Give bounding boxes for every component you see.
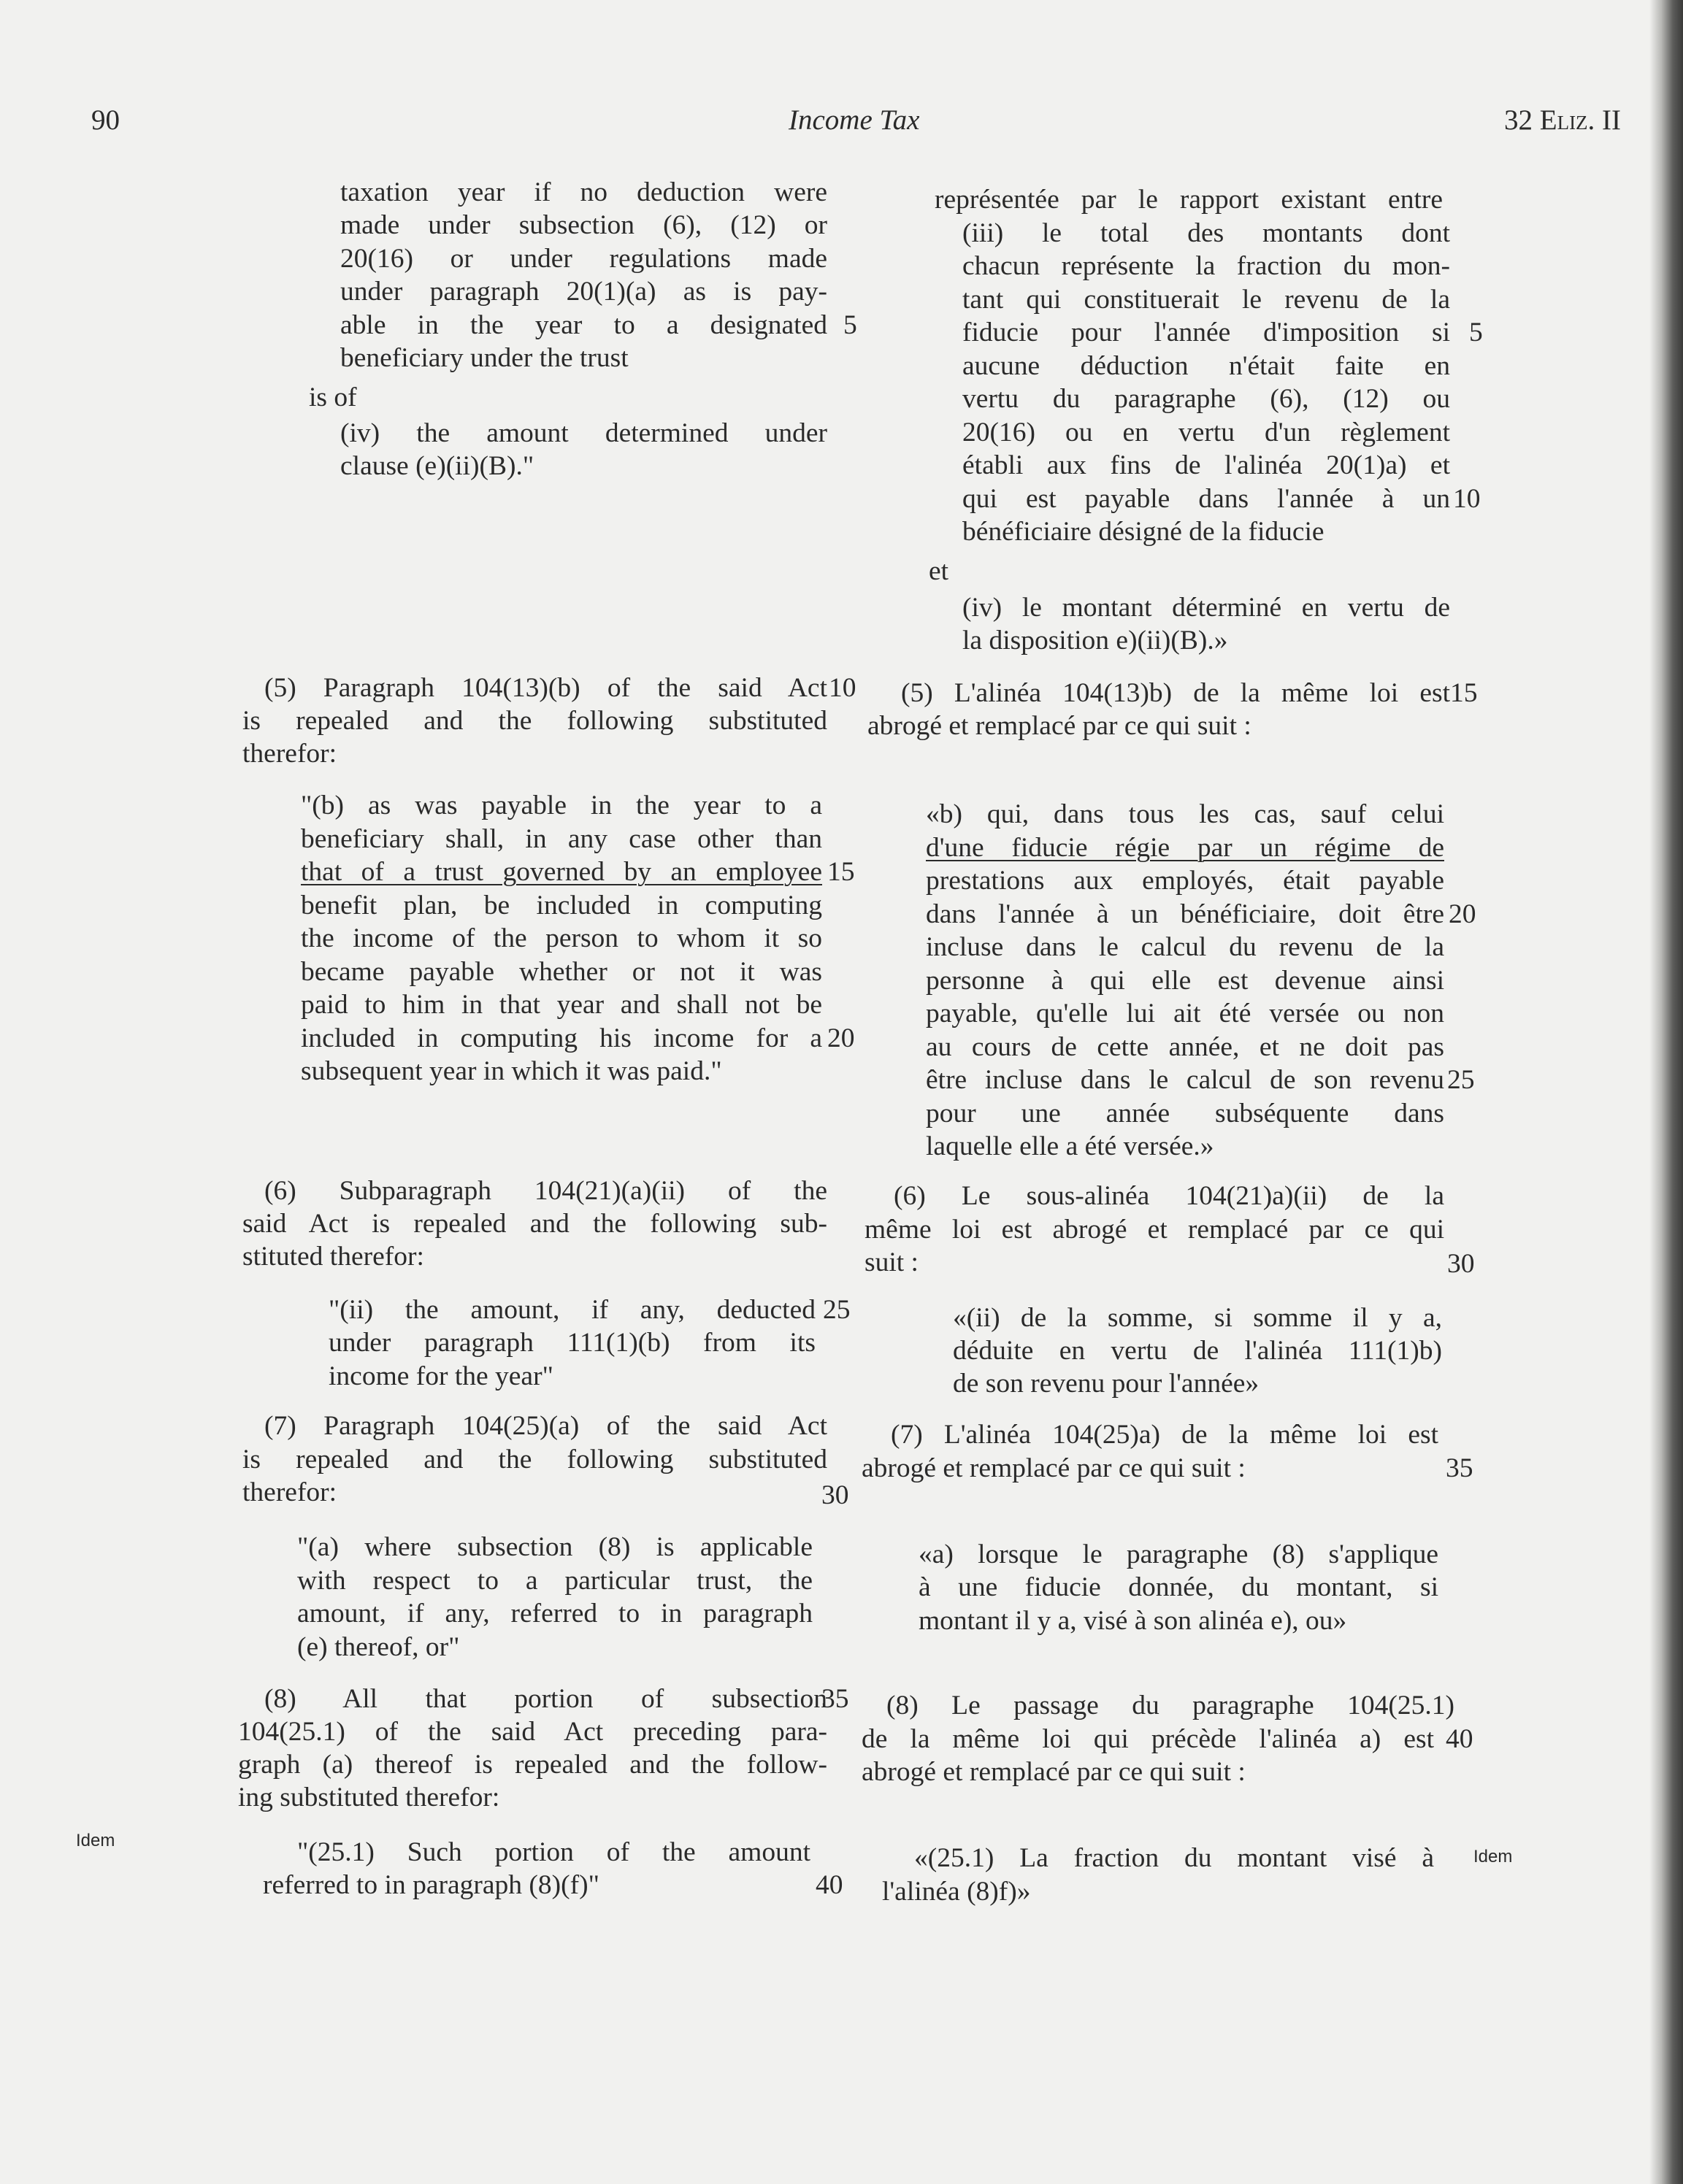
fr-line-number: 15 bbox=[1450, 678, 1478, 708]
en-line-number: 35 bbox=[821, 1684, 849, 1714]
fr-q5-line: laquelle elle a été versée.» bbox=[926, 1131, 1214, 1161]
fr-q6-line: «(ii) de la somme, si somme il y a, bbox=[953, 1303, 1442, 1333]
en-p0-line: is of bbox=[309, 382, 357, 412]
fr-s5-line: abrogé et remplacé par ce qui suit : bbox=[867, 711, 1251, 741]
fr-s7-line: (7) L'alinéa 104(25)a) de la même loi est bbox=[891, 1420, 1438, 1450]
fr-s8-line: de la même loi qui précède l'alinéa a) est bbox=[862, 1724, 1434, 1754]
page-number: 90 bbox=[91, 104, 120, 136]
en-line-number: 40 bbox=[816, 1870, 843, 1900]
en-q5-line: subsequent year in which it was paid." bbox=[301, 1056, 722, 1086]
margin-note-left: Idem bbox=[76, 1831, 115, 1850]
fr-p0-line: qui est payable dans l'année à un bbox=[962, 484, 1450, 514]
fr-q7-line: «a) lorsque le paragraphe (8) s'applique bbox=[919, 1539, 1438, 1569]
fr-q5-line: payable, qu'elle lui ait été versée ou non bbox=[926, 999, 1444, 1028]
en-line-number: 5 bbox=[843, 310, 857, 340]
en-q6-line: "(ii) the amount, if any, deducted bbox=[329, 1295, 816, 1325]
fr-q8-line: l'alinéa (8)f)» bbox=[882, 1877, 1031, 1907]
fr-p0-line: et bbox=[929, 556, 949, 586]
fr-line-number: 10 bbox=[1453, 484, 1481, 514]
fr-p0-line: (iv) le montant déterminé en vertu de bbox=[962, 593, 1450, 623]
fr-q7-line: à une fiducie donnée, du montant, si bbox=[919, 1572, 1438, 1602]
en-q5-line: benefit plan, be included in computing bbox=[301, 891, 822, 920]
fr-q5-line: incluse dans le calcul du revenu de la bbox=[926, 932, 1444, 962]
en-s5-line: therefor: bbox=[242, 739, 337, 769]
en-s8-line: 104(25.1) of the said Act preceding para- bbox=[238, 1717, 827, 1747]
fr-q8-line: «(25.1) La fraction du montant visé à bbox=[914, 1843, 1434, 1873]
en-line-number: 25 bbox=[823, 1295, 851, 1325]
fr-q6-line: de son revenu pour l'année» bbox=[953, 1369, 1260, 1399]
fr-q5-line: «b) qui, dans tous les cas, sauf celui bbox=[926, 799, 1444, 829]
en-s8-line: (8) All that portion of subsection bbox=[264, 1684, 827, 1714]
en-line-number: 10 bbox=[829, 673, 856, 703]
en-s5-line: (5) Paragraph 104(13)(b) of the said Act bbox=[264, 673, 827, 703]
fr-p0-line: bénéficiaire désigné de la fiducie bbox=[962, 517, 1324, 547]
en-line-number: 30 bbox=[821, 1480, 849, 1510]
en-q5-line: the income of the person to whom it so bbox=[301, 923, 822, 953]
en-s8-line: graph (a) thereof is repealed and the follow- bbox=[238, 1750, 827, 1780]
fr-p0-line: chacun représente la fraction du mon- bbox=[962, 251, 1450, 281]
en-q7-line: "(a) where subsection (8) is applicable bbox=[297, 1532, 813, 1562]
fr-s5-line: (5) L'alinéa 104(13)b) de la même loi est bbox=[901, 678, 1450, 708]
en-s6-line: (6) Subparagraph 104(21)(a)(ii) of the bbox=[264, 1176, 827, 1206]
fr-line-number: 5 bbox=[1469, 318, 1483, 347]
fr-q5-line: d'une fiducie régie par un régime de bbox=[926, 833, 1444, 863]
margin-note-right: Idem bbox=[1473, 1847, 1513, 1866]
fr-line-number: 35 bbox=[1446, 1453, 1473, 1483]
page-edge-shadow bbox=[1649, 0, 1683, 2184]
en-q5-line: that of a trust governed by an employee bbox=[301, 857, 822, 887]
fr-line-number: 40 bbox=[1446, 1724, 1473, 1754]
fr-line-number: 30 bbox=[1447, 1249, 1475, 1279]
en-q8-line: referred to in paragraph (8)(f)" bbox=[263, 1870, 599, 1900]
fr-p0-line: fiducie pour l'année d'imposition si bbox=[962, 318, 1450, 347]
en-p0-line: (iv) the amount determined under bbox=[340, 418, 827, 448]
fr-p0-line: 20(16) ou en vertu d'un règlement bbox=[962, 418, 1450, 447]
fr-s6-line: suit : bbox=[864, 1247, 919, 1277]
en-q5-line: "(b) as was payable in the year to a bbox=[301, 791, 822, 820]
en-q7-line: amount, if any, referred to in paragraph bbox=[297, 1599, 813, 1629]
fr-p0-line: aucune déduction n'était faite en bbox=[962, 351, 1450, 381]
fr-q5-line: prestations aux employés, était payable bbox=[926, 866, 1444, 896]
en-p0-line: beneficiary under the trust bbox=[340, 343, 629, 373]
fr-p0-line: représentée par le rapport existant entre bbox=[935, 185, 1443, 215]
fr-line-number: 20 bbox=[1449, 899, 1476, 929]
en-s5-line: is repealed and the following substituted bbox=[242, 706, 827, 736]
fr-q5-line: être incluse dans le calcul de son revenu bbox=[926, 1065, 1444, 1095]
en-p0-line: made under subsection (6), (12) or bbox=[340, 210, 827, 240]
en-p0-line: under paragraph 20(1)(a) as is pay- bbox=[340, 277, 827, 307]
fr-p0-line: la disposition e)(ii)(B).» bbox=[962, 626, 1228, 655]
fr-q5-line: pour une année subséquente dans bbox=[926, 1099, 1444, 1128]
en-q5-line: beneficiary shall, in any case other than bbox=[301, 824, 822, 854]
fr-p0-line: vertu du paragraphe (6), (12) ou bbox=[962, 384, 1450, 414]
fr-line-number: 25 bbox=[1447, 1065, 1475, 1095]
fr-p0-line: (iii) le total des montants dont bbox=[962, 218, 1450, 248]
en-q7-line: (e) thereof, or" bbox=[297, 1632, 460, 1662]
en-q5-line: paid to him in that year and shall not be bbox=[301, 990, 822, 1020]
fr-s6-line: (6) Le sous-alinéa 104(21)a)(ii) de la bbox=[894, 1181, 1444, 1211]
en-line-number: 15 bbox=[827, 857, 855, 887]
fr-p0-line: établi aux fins de l'alinéa 20(1)a) et bbox=[962, 450, 1450, 480]
en-q7-line: with respect to a particular trust, the bbox=[297, 1566, 813, 1596]
en-q6-line: under paragraph 111(1)(b) from its bbox=[329, 1328, 816, 1358]
en-p0-line: clause (e)(ii)(B)." bbox=[340, 451, 534, 481]
en-p0-line: 20(16) or under regulations made bbox=[340, 244, 827, 274]
fr-s8-line: abrogé et remplacé par ce qui suit : bbox=[862, 1757, 1246, 1787]
fr-s7-line: abrogé et remplacé par ce qui suit : bbox=[862, 1453, 1246, 1483]
fr-q5-line: personne à qui elle est devenue ainsi bbox=[926, 966, 1444, 996]
en-q5-line: included in computing his income for a bbox=[301, 1023, 822, 1053]
en-p0-line: able in the year to a designated bbox=[340, 310, 827, 340]
fr-s6-line: même loi est abrogé et remplacé par ce qui bbox=[864, 1215, 1444, 1245]
en-q8-line: "(25.1) Such portion of the amount bbox=[297, 1837, 810, 1867]
fr-q6-line: déduite en vertu de l'alinéa 111(1)b) bbox=[953, 1336, 1442, 1366]
fr-s8-line: (8) Le passage du paragraphe 104(25.1) bbox=[886, 1691, 1454, 1720]
en-q6-line: income for the year" bbox=[329, 1361, 553, 1391]
en-s7-line: therefor: bbox=[242, 1477, 337, 1507]
en-p0-line: taxation year if no deduction were bbox=[340, 177, 827, 207]
running-title: Income Tax bbox=[789, 104, 920, 136]
en-s7-line: (7) Paragraph 104(25)(a) of the said Act bbox=[264, 1411, 827, 1441]
en-s7-line: is repealed and the following substituted bbox=[242, 1445, 827, 1474]
en-line-number: 20 bbox=[827, 1023, 855, 1053]
en-q5-line: became payable whether or not it was bbox=[301, 957, 822, 987]
fr-p0-line: tant qui constituerait le revenu de la bbox=[962, 285, 1450, 315]
en-s6-line: stituted therefor: bbox=[242, 1242, 424, 1272]
fr-q5-line: au cours de cette année, et ne doit pas bbox=[926, 1032, 1444, 1062]
en-s6-line: said Act is repealed and the following sub- bbox=[242, 1209, 827, 1239]
running-right-header: 32 Eliz. II bbox=[1504, 104, 1622, 136]
fr-q5-line: dans l'année à un bénéficiaire, doit être bbox=[926, 899, 1444, 929]
fr-q7-line: montant il y a, visé à son alinéa e), ou» bbox=[919, 1606, 1347, 1636]
en-s8-line: ing substituted therefor: bbox=[238, 1783, 500, 1812]
